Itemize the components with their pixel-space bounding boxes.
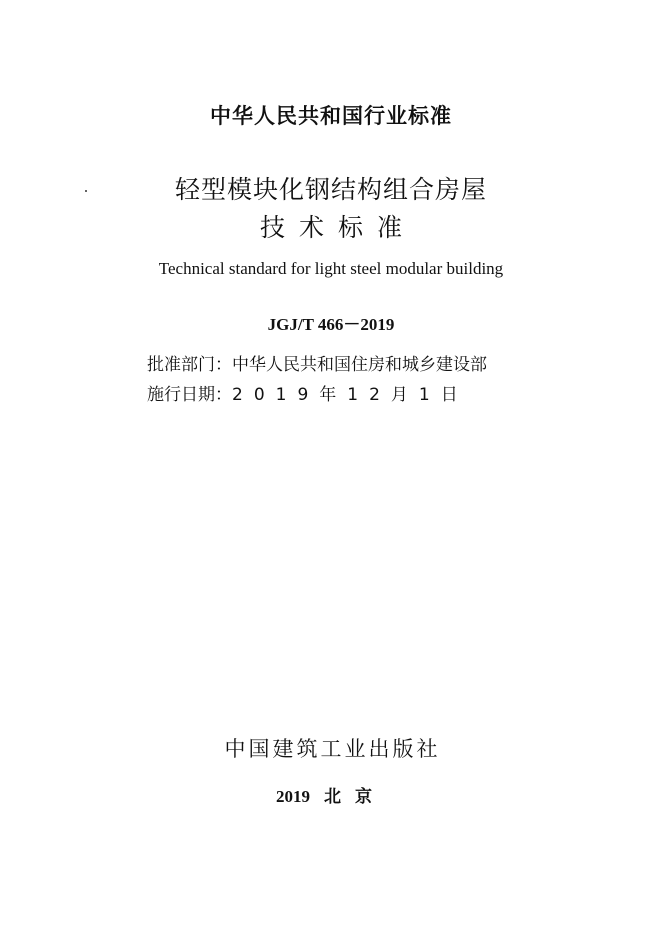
- standard-code: JGJ/T 466－2019: [267, 315, 395, 334]
- approval-value: 中华人民共和国住房和城乡建设部: [232, 355, 487, 375]
- date-value: 2019年12月1日: [232, 385, 469, 405]
- english-title: Technical standard for light steel modular building: [158, 259, 504, 278]
- publication-line: [0, 782, 662, 807]
- approval-label: 批准部门：: [147, 355, 232, 375]
- date-label: 施行日期：: [147, 385, 232, 405]
- publisher: 中国建筑工业出版社: [224, 737, 441, 761]
- implementation-date: [147, 380, 469, 405]
- approval-department: [147, 350, 487, 375]
- standard-category: 中华人民共和国行业标准: [210, 104, 452, 128]
- publication-year: 2019: [276, 787, 310, 806]
- title-line-2: 技术标准: [259, 213, 416, 242]
- title-line-1: 轻型模块化钢结构组合房屋: [174, 175, 487, 204]
- publication-city: 北京: [324, 787, 386, 807]
